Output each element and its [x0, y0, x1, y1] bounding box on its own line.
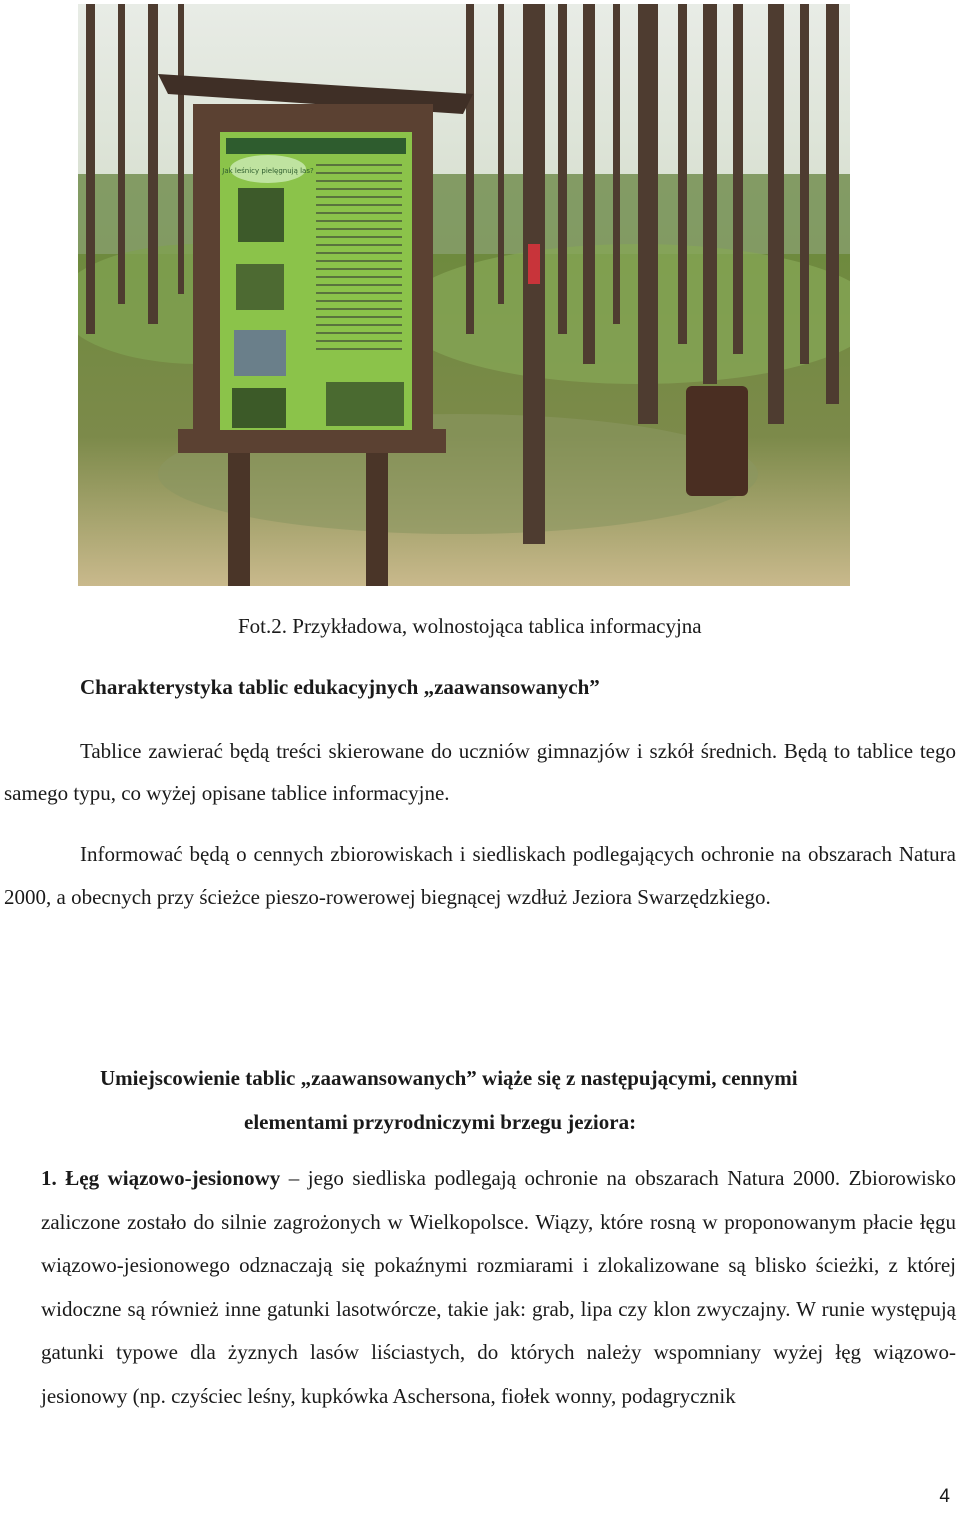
intro-paragraph — [4, 730, 956, 814]
list-item-1 — [41, 1157, 956, 1419]
location-heading-line1: Umiejscowienie tablic „zaawansowanych” wiąże się z następującymi, cennymi — [100, 1066, 798, 1090]
location-heading-line2: elementami przyrodniczymi brzegu jeziora: — [244, 1110, 637, 1134]
photo-illustration — [78, 4, 850, 586]
section-heading-advanced-boards: Charakterystyka tablic edukacyjnych „zaawansowanych” — [80, 675, 600, 699]
natura-paragraph — [4, 833, 956, 919]
forest-info-board-photo — [78, 4, 850, 586]
natura-paragraph-text: Informować będą o cennych zbiorowiskach i siedliskach podlegających ochronie na obszarach Natura 2000, a obecnych przy ścieżce pieszo-rowerowej biegnącej wzdłuż Jeziora Swarzędzkiego. — [4, 842, 956, 909]
intro-paragraph-text: Tablice zawierać będą treści skierowane do uczniów gimnazjów i szkół średnich. Będą to tablice tego samego typu, co wyżej opisane tablice informacyjne. — [4, 739, 956, 805]
list-item-number: 1. — [41, 1166, 57, 1190]
photo-caption: Fot.2. Przykładowa, wolnostojąca tablica informacyjna — [238, 614, 702, 638]
page-number: 4 — [939, 1486, 950, 1507]
board-title: Jak leśnicy pielęgnują las? — [222, 167, 314, 175]
list-item-title: Łęg wiązowo-jesionowy — [65, 1166, 281, 1190]
list-item-body: – jego siedliska podlegają ochronie na obszarach Natura 2000. Zbiorowisko zaliczone zostało do silnie zagrożonych w Wielkopolsce. Wiązy, które rosną w proponowanym płacie łęgu wiązowo-jesionowego odznaczają się pokaźnymi rozmiarami i zlokalizowane są blisko ścieżki, z której widoczne są również inne gatunki lasotwórcze, takie jak: grab, lipa czy klon zwyczajny. W runie występują gatunki typowe dla żyznych lasów liściastych, do których należy wspomniany wyżej łęg wiązowo-jesionowy (np. czyściec leśny, kupkówka Aschersona, fiołek wonny, podagrycznik — [41, 1166, 957, 1408]
